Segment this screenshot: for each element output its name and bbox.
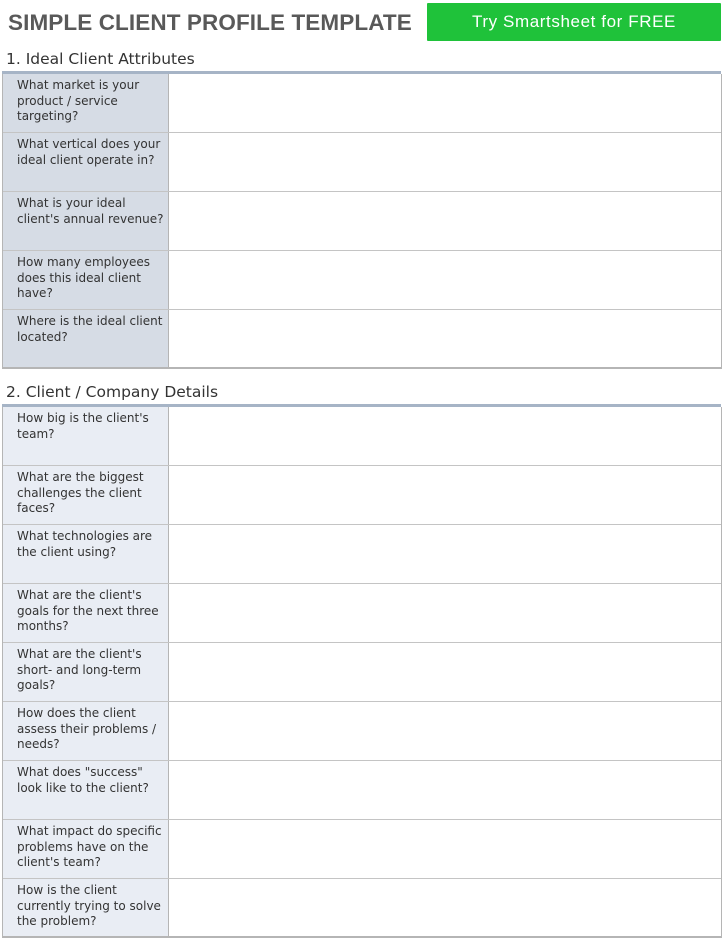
table-row [3,466,721,525]
answer-cell[interactable] [169,466,721,524]
section-title-client-company-details: 2. Client / Company Details [6,383,219,401]
table-row [3,74,721,133]
answer-cell[interactable] [169,310,721,367]
table-row [3,643,721,702]
question-cell: What market is your product / service targeting? [3,74,169,132]
question-cell: How is the client currently trying to solve the problem? [3,879,169,936]
question-cell: What vertical does your ideal client operate in? [3,133,169,191]
question-cell: How many employees does this ideal client have? [3,251,169,309]
client-company-details-table [2,407,722,938]
answer-cell[interactable] [169,820,721,878]
question-cell: What are the client's short- and long-term goals? [3,643,169,701]
question-cell: What are the client's goals for the next three months? [3,584,169,642]
ideal-client-attributes-table [2,74,722,369]
table-row [3,133,721,192]
answer-cell[interactable] [169,761,721,819]
answer-cell[interactable] [169,192,721,250]
question-cell: How does the client assess their problems / needs? [3,702,169,760]
answer-cell[interactable] [169,879,721,936]
table-row [3,525,721,584]
question-cell: What impact do specific problems have on the client's team? [3,820,169,878]
section-title-ideal-client-attributes: 1. Ideal Client Attributes [6,50,195,68]
table-row [3,761,721,820]
table-row [3,820,721,879]
answer-cell[interactable] [169,525,721,583]
answer-cell[interactable] [169,407,721,465]
answer-cell[interactable] [169,133,721,191]
table-row [3,702,721,761]
header [0,0,724,46]
answer-cell[interactable] [169,584,721,642]
question-cell: What technologies are the client using? [3,525,169,583]
question-cell: Where is the ideal client located? [3,310,169,367]
answer-cell[interactable] [169,74,721,132]
table-row [3,251,721,310]
page-title: SIMPLE CLIENT PROFILE TEMPLATE [8,10,412,35]
question-cell: What is your ideal client's annual revenue? [3,192,169,250]
question-cell: What does "success" look like to the client? [3,761,169,819]
question-cell: What are the biggest challenges the client faces? [3,466,169,524]
table-row [3,192,721,251]
answer-cell[interactable] [169,251,721,309]
question-cell: How big is the client's team? [3,407,169,465]
answer-cell[interactable] [169,702,721,760]
table-row [3,407,721,466]
table-row [3,584,721,643]
try-smartsheet-button[interactable]: Try Smartsheet for FREE [427,3,721,41]
table-row [3,879,721,938]
table-row [3,310,721,369]
answer-cell[interactable] [169,643,721,701]
